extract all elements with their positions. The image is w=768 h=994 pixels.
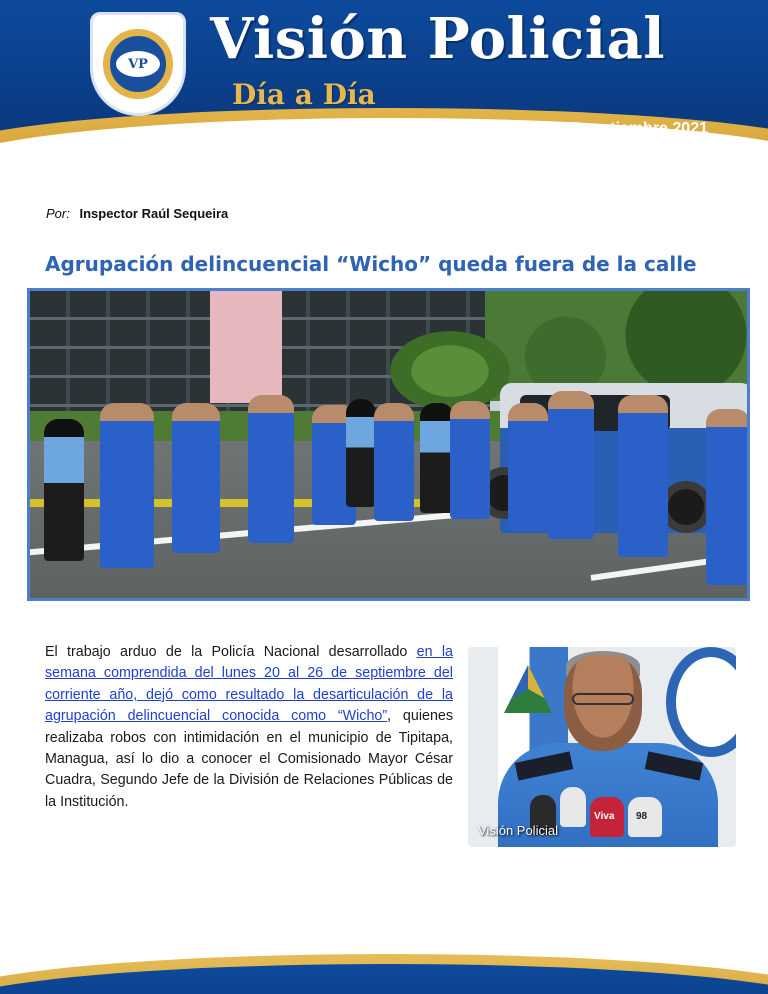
officer-figure (44, 419, 84, 561)
detainee-figure (548, 391, 594, 539)
detainee-figure (450, 401, 490, 519)
main-photo (27, 288, 750, 601)
detainee-figure (172, 403, 220, 553)
edition-number: Edición 217 (270, 121, 349, 138)
article-headline: Agrupación delincuencial “Wicho” queda fuera de la calle (45, 252, 697, 276)
detainee-figure (508, 403, 548, 531)
dateline: Managua, 27 septiembre 2021 (482, 120, 708, 137)
officer-figure (420, 403, 454, 513)
footer-band (0, 950, 768, 994)
detainee-figure (706, 409, 750, 585)
logo-text: VP (116, 51, 160, 77)
masthead (0, 0, 768, 180)
body-rest: , quienes realizaba robos con intimidación en el municipio de Tipitapa, Managua, así lo dio a conocer el Comisionado Mayor César Cuadra, Segundo Jefe de la División de Relaciones Públicas de la Institución. (45, 708, 453, 810)
photo-watermark: Visión Policial (478, 823, 558, 838)
detainee-figure (248, 395, 294, 543)
mic-label: 98 (636, 811, 648, 822)
article-body (45, 642, 453, 813)
body-link[interactable]: en la semana comprendida del lunes 20 al 26 de septiembre del corriente año, dejó como resultado la desarticulación de la agrupación delincuencial conocida como “Wicho” (45, 644, 453, 725)
mic-label: Viva (594, 811, 615, 822)
masthead-title: Visión Policial (210, 6, 666, 72)
author-name: Inspector Raúl Sequeira (79, 206, 229, 221)
detainee-figure (100, 403, 154, 568)
masthead-subtitle: Día a Día (232, 78, 376, 111)
commissioner-photo (468, 647, 736, 847)
police-badge-icon (666, 647, 736, 757)
detainee-figure (374, 403, 414, 521)
glasses-icon (572, 693, 634, 705)
detainee-figure (618, 395, 668, 557)
logo-ring (103, 29, 173, 99)
body-intro: El trabajo arduo de la Policía Nacional desarrollado (45, 644, 417, 660)
vp-logo (90, 12, 186, 116)
byline (46, 206, 228, 221)
microphone-icon (560, 787, 586, 827)
officer-figure (346, 399, 376, 507)
byline-prefix: Por: (46, 206, 70, 221)
